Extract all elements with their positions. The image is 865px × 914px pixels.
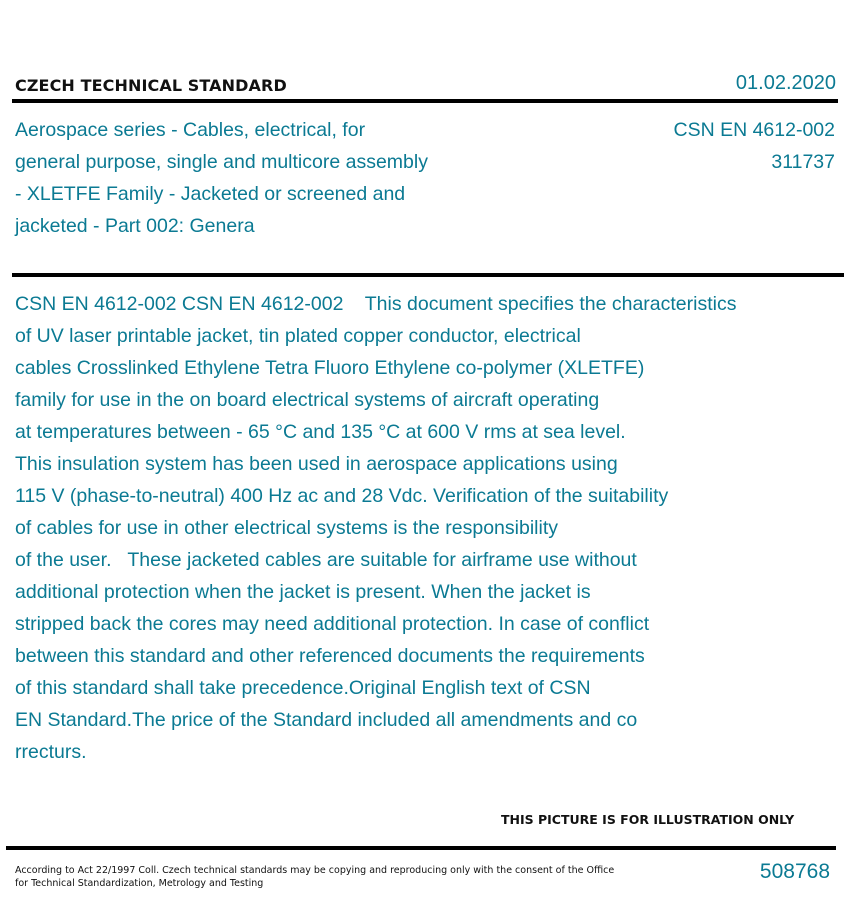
title-line: Aerospace series - Cables, electrical, for bbox=[15, 119, 366, 141]
standard-identifiers bbox=[673, 114, 835, 178]
standard-title bbox=[15, 114, 505, 242]
description-line: rrecturs. bbox=[15, 741, 87, 763]
description-line: of cables for use in other electrical systems is the responsibility bbox=[15, 517, 558, 539]
document-type-label: CZECH TECHNICAL STANDARD bbox=[15, 76, 287, 95]
title-line: general purpose, single and multicore assembly bbox=[15, 151, 428, 173]
standard-code: CSN EN 4612-002 bbox=[673, 119, 835, 141]
standard-description bbox=[15, 288, 835, 768]
description-line: 115 V (phase-to-neutral) 400 Hz ac and 28 Vdc. Verification of the suitability bbox=[15, 485, 669, 507]
description-line: of this standard shall take precedence.Original English text of CSN bbox=[15, 677, 591, 699]
description-line: CSN EN 4612-002 CSN EN 4612-002 This document specifies the characteristics bbox=[15, 293, 737, 315]
publication-date: 01.02.2020 bbox=[735, 72, 836, 94]
description-line: cables Crosslinked Ethylene Tetra Fluoro Ethylene co-polymer (XLETFE) bbox=[15, 357, 645, 379]
description-line: additional protection when the jacket is present. When the jacket is bbox=[15, 581, 591, 603]
description-line: at temperatures between - 65 °C and 135 °C at 600 V rms at sea level. bbox=[15, 421, 626, 443]
header-divider bbox=[12, 99, 838, 103]
legal-notice bbox=[15, 864, 615, 890]
description-line: This insulation system has been used in aerospace applications using bbox=[15, 453, 618, 475]
title-line: jacketed - Part 002: Genera bbox=[15, 215, 255, 237]
section-divider bbox=[12, 273, 844, 277]
catalog-number: 311737 bbox=[771, 151, 835, 173]
document-number: 508768 bbox=[759, 860, 830, 883]
legal-line: According to Act 22/1997 Coll. Czech technical standards may be copying and reproducing only with the consent of the Office bbox=[15, 865, 615, 876]
footer-divider bbox=[6, 846, 836, 850]
description-line: of UV laser printable jacket, tin plated copper conductor, electrical bbox=[15, 325, 581, 347]
description-line: family for use in the on board electrical systems of aircraft operating bbox=[15, 389, 600, 411]
description-line: of the user. These jacketed cables are suitable for airframe use without bbox=[15, 549, 637, 571]
description-line: EN Standard.The price of the Standard included all amendments and co bbox=[15, 709, 638, 731]
legal-line: for Technical Standardization, Metrology and Testing bbox=[15, 878, 264, 889]
description-line: between this standard and other referenced documents the requirements bbox=[15, 645, 645, 667]
description-line: stripped back the cores may need additional protection. In case of conflict bbox=[15, 613, 650, 635]
title-line: - XLETFE Family - Jacketed or screened and bbox=[15, 183, 406, 205]
illustration-disclaimer: THIS PICTURE IS FOR ILLUSTRATION ONLY bbox=[501, 812, 795, 827]
